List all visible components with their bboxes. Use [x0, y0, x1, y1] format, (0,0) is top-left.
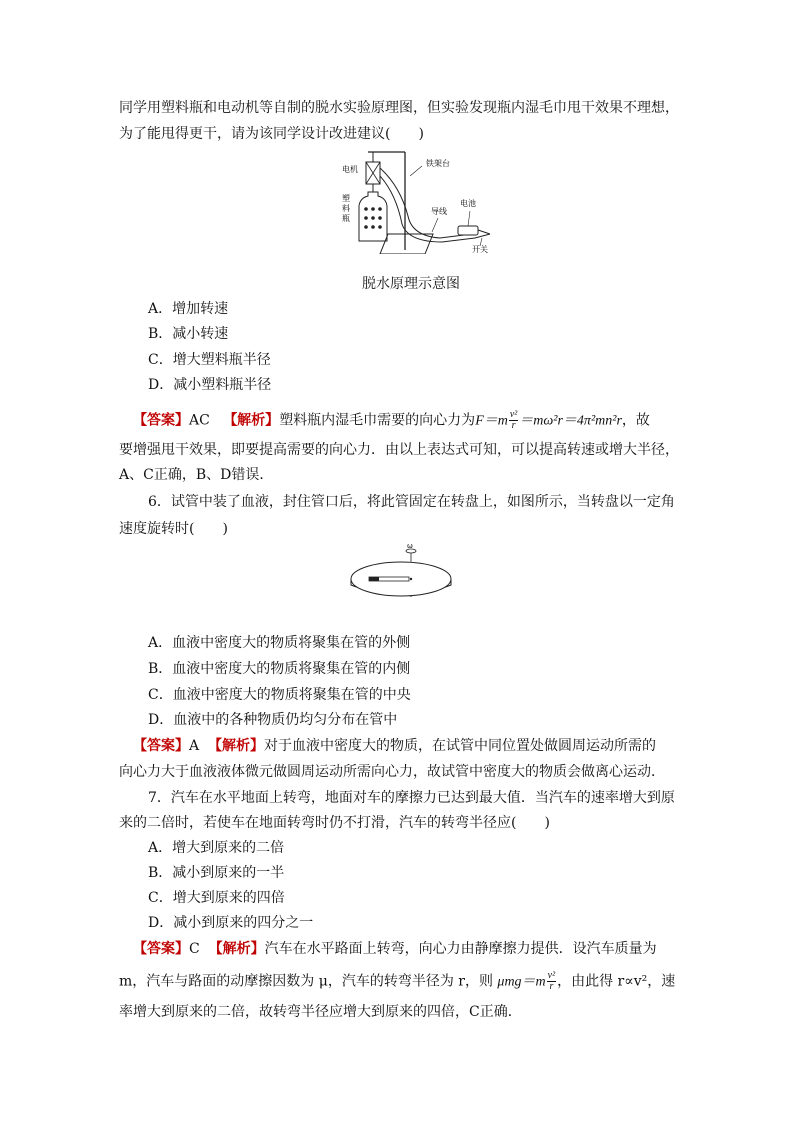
- q5-answer: AC: [189, 412, 210, 429]
- turntable-diagram: [343, 541, 453, 611]
- label-iron-stand: 铁架台: [426, 159, 450, 168]
- q7-analysis-2b: ，由此得 r∝v²，速: [557, 973, 676, 990]
- omega-label: ω: [407, 542, 413, 550]
- q6-stem-line-1: 6．试管中装了血液，封住管口后，将此管固定在转盘上，如图所示，当转盘以一定角: [148, 494, 675, 510]
- dehydration-diagram: [330, 146, 500, 254]
- q5-analysis-a: 塑料瓶内湿毛巾需要的向心力为: [279, 412, 476, 429]
- label-battery: 电池: [460, 199, 476, 208]
- q7-option-a: A．增大到原来的二倍: [148, 840, 285, 856]
- q5-analysis-b: ，故: [621, 412, 650, 429]
- q6-answer: A: [189, 738, 200, 754]
- q6-analysis-line-1: 对于血液中密度大的物质，在试管中同位置处做圆周运动所需的: [264, 738, 657, 754]
- q6-answer-line-1: [133, 736, 656, 756]
- q5-analysis-line-3: A、C正确，B、D错误．: [119, 467, 274, 483]
- q7-stem-line-1: 7．汽车在水平地面上转弯，地面对车的摩擦力已达到最大值．当汽车的速率增大到原: [148, 790, 675, 806]
- q7-answer-line-1: [133, 939, 657, 959]
- q6-option-a: A．血液中密度大的物质将聚集在管的外侧: [148, 635, 411, 651]
- label-motor: 电机: [342, 165, 358, 174]
- q5-formula: F＝m: [475, 413, 508, 429]
- figure-caption: 脱水原理示意图: [362, 276, 460, 292]
- label-bottle-2: 料: [342, 204, 350, 213]
- q6-option-d: D．血液中的各种物质仍均匀分布在管中: [148, 712, 398, 728]
- q7-analysis-2a: m，汽车与路面的动摩擦因数为 μ，汽车的转弯半径为 r，则: [119, 973, 498, 990]
- q7-option-b: B．减小到原来的一半: [148, 865, 285, 881]
- label-bottle-1: 塑: [342, 194, 350, 203]
- q7-formula: μmg＝m: [497, 974, 546, 990]
- answer-tag: 【答案】: [133, 738, 189, 754]
- q5-analysis-line-2: 要增强甩干效果，即要提高需要的向心力．由以上表达式可知，可以提高转速或增大半径，: [119, 442, 679, 458]
- q5-option-c: C．增大塑料瓶半径: [148, 352, 271, 368]
- answer-tag: 【答案】: [133, 412, 189, 429]
- q6-stem-line-2: 速度旋转时( ): [119, 521, 228, 537]
- q5-formula-rest: ＝mω²r＝4π²mn²r: [519, 413, 622, 429]
- q6-option-b: B．血液中密度大的物质将聚集在管的内侧: [148, 661, 411, 677]
- q5-option-d: D．减小塑料瓶半径: [148, 377, 272, 393]
- q7-analysis-line-1: 汽车在水平路面上转弯，向心力由静摩擦力提供．设汽车质量为: [264, 941, 657, 957]
- q5-option-a: A．增加转速: [148, 301, 229, 317]
- q5-answer-line-1: [133, 410, 650, 432]
- label-wire: 导线: [431, 207, 447, 216]
- analysis-tag: 【解析】: [208, 941, 265, 957]
- q5-option-b: B．减小转速: [148, 326, 229, 342]
- answer-tag: 【答案】: [133, 941, 189, 957]
- label-switch: 开关: [472, 245, 488, 254]
- q6-option-c: C．血液中密度大的物质将聚集在管的中央: [148, 687, 411, 703]
- q5-stem-line-2: 为了能甩得更干，请为该同学设计改进建议( ): [119, 126, 424, 142]
- q7-fraction: $\frac{\text{v²}}{r}$: [547, 970, 556, 992]
- q7-option-d: D．减小到原来的四分之一: [148, 915, 314, 931]
- q5-stem-line-1: 同学用塑料瓶和电动机等自制的脱水实验原理图，但实验发现瓶内湿毛巾甩干效果不理想，: [119, 100, 679, 116]
- label-bottle-3: 瓶: [342, 214, 350, 223]
- q7-option-c: C．增大到原来的四倍: [148, 890, 285, 906]
- q7-analysis-line-3: 率增大到原来的二倍，故转弯半径应增大到原来的四倍，C正确．: [119, 1004, 522, 1020]
- q6-analysis-line-2: 向心力大于血液液体微元做圆周运动所需向心力，故试管中密度大的物质会做离心运动．: [119, 764, 665, 780]
- analysis-tag: 【解析】: [223, 412, 280, 429]
- analysis-tag: 【解析】: [208, 738, 265, 754]
- q7-answer: C: [189, 941, 200, 957]
- q7-stem-line-2: 来的二倍时，若使车在地面转弯时仍不打滑，汽车的转弯半径应( ): [119, 815, 550, 831]
- q5-fraction: $\frac{\text{v²}}{r}$: [509, 409, 518, 431]
- q7-analysis-line-2: [119, 971, 675, 993]
